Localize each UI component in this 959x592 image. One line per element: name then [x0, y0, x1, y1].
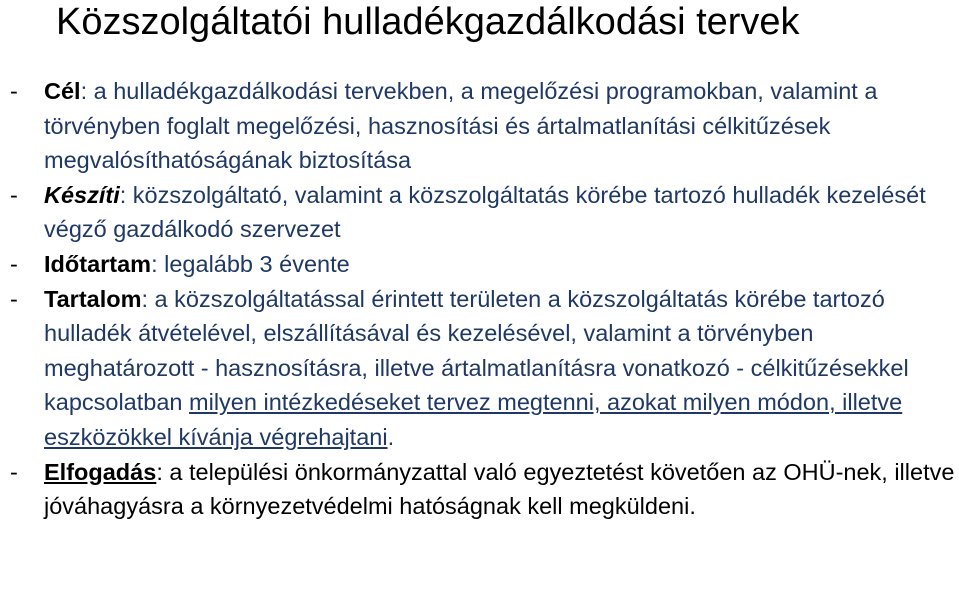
bullet-colon: :: [156, 458, 163, 485]
bullet-keyword: Elfogadás: [44, 458, 157, 485]
bullet-keszitI: [10, 178, 955, 247]
bullet-end: .: [387, 423, 395, 450]
bullet-keyword: Cél: [44, 78, 81, 104]
bullet-text: a közszolgáltatással érintett területen a közszolgáltatás körébe tartozó hulladék átvételével, elszállításával és kezelésével, valamint a törvényben meghatározott - hasznosításra, illetve ártalmatlanításra vonatkozó - célkitűzésekkel kapcsolatban: [44, 285, 909, 416]
bullet-dash: -: [10, 458, 18, 485]
bullet-cel: [10, 74, 955, 178]
bullet-text: legalább 3 évente: [157, 250, 350, 277]
bullet-colon: :: [80, 78, 88, 104]
bullet-tartalom: [10, 282, 955, 455]
bullet-text: a települési önkormányzattal való egyeztetést követően az OHÜ-nek, illetve jóváhagyásra a környezetvédelmi hatóságnak kell megküldeni.: [44, 458, 955, 520]
bullet-dash: -: [10, 181, 18, 208]
bullet-colon: :: [119, 181, 127, 208]
bullet-text: közszolgáltató, valamint a közszolgáltatás körébe tartozó hulladék kezelését végző gazdálkodó szervezet: [44, 181, 926, 243]
bullet-text: a hulladékgazdálkodási tervekben, a megelőzési programokban, valamint a törvényben foglalt megelőzési, hasznosítási és ártalmatlanítási célkitűzések megvalósíthatóságának biztosítása: [44, 78, 878, 174]
bullet-colon: :: [151, 250, 158, 277]
bullet-underlined-text: milyen intézkedéseket tervez megtenni, azokat milyen módon, illetve eszközökkel kívánja végrehajtani: [44, 389, 903, 450]
slide-title: Közszolgáltatói hulladékgazdálkodási tervek: [56, 1, 800, 43]
bullet-keyword: Időtartam: [44, 250, 152, 277]
bullet-dash: -: [10, 250, 18, 277]
bullet-keyword: Tartalom: [44, 285, 142, 312]
bullet-list: [10, 74, 955, 524]
bullet-elfogadas: [10, 455, 955, 524]
bullet-colon: :: [141, 285, 149, 312]
bullet-keyword: Készíti: [44, 181, 120, 208]
bullet-idotartam: [10, 247, 955, 282]
bullet-dash: -: [10, 285, 18, 312]
bullet-dash: -: [10, 78, 18, 104]
